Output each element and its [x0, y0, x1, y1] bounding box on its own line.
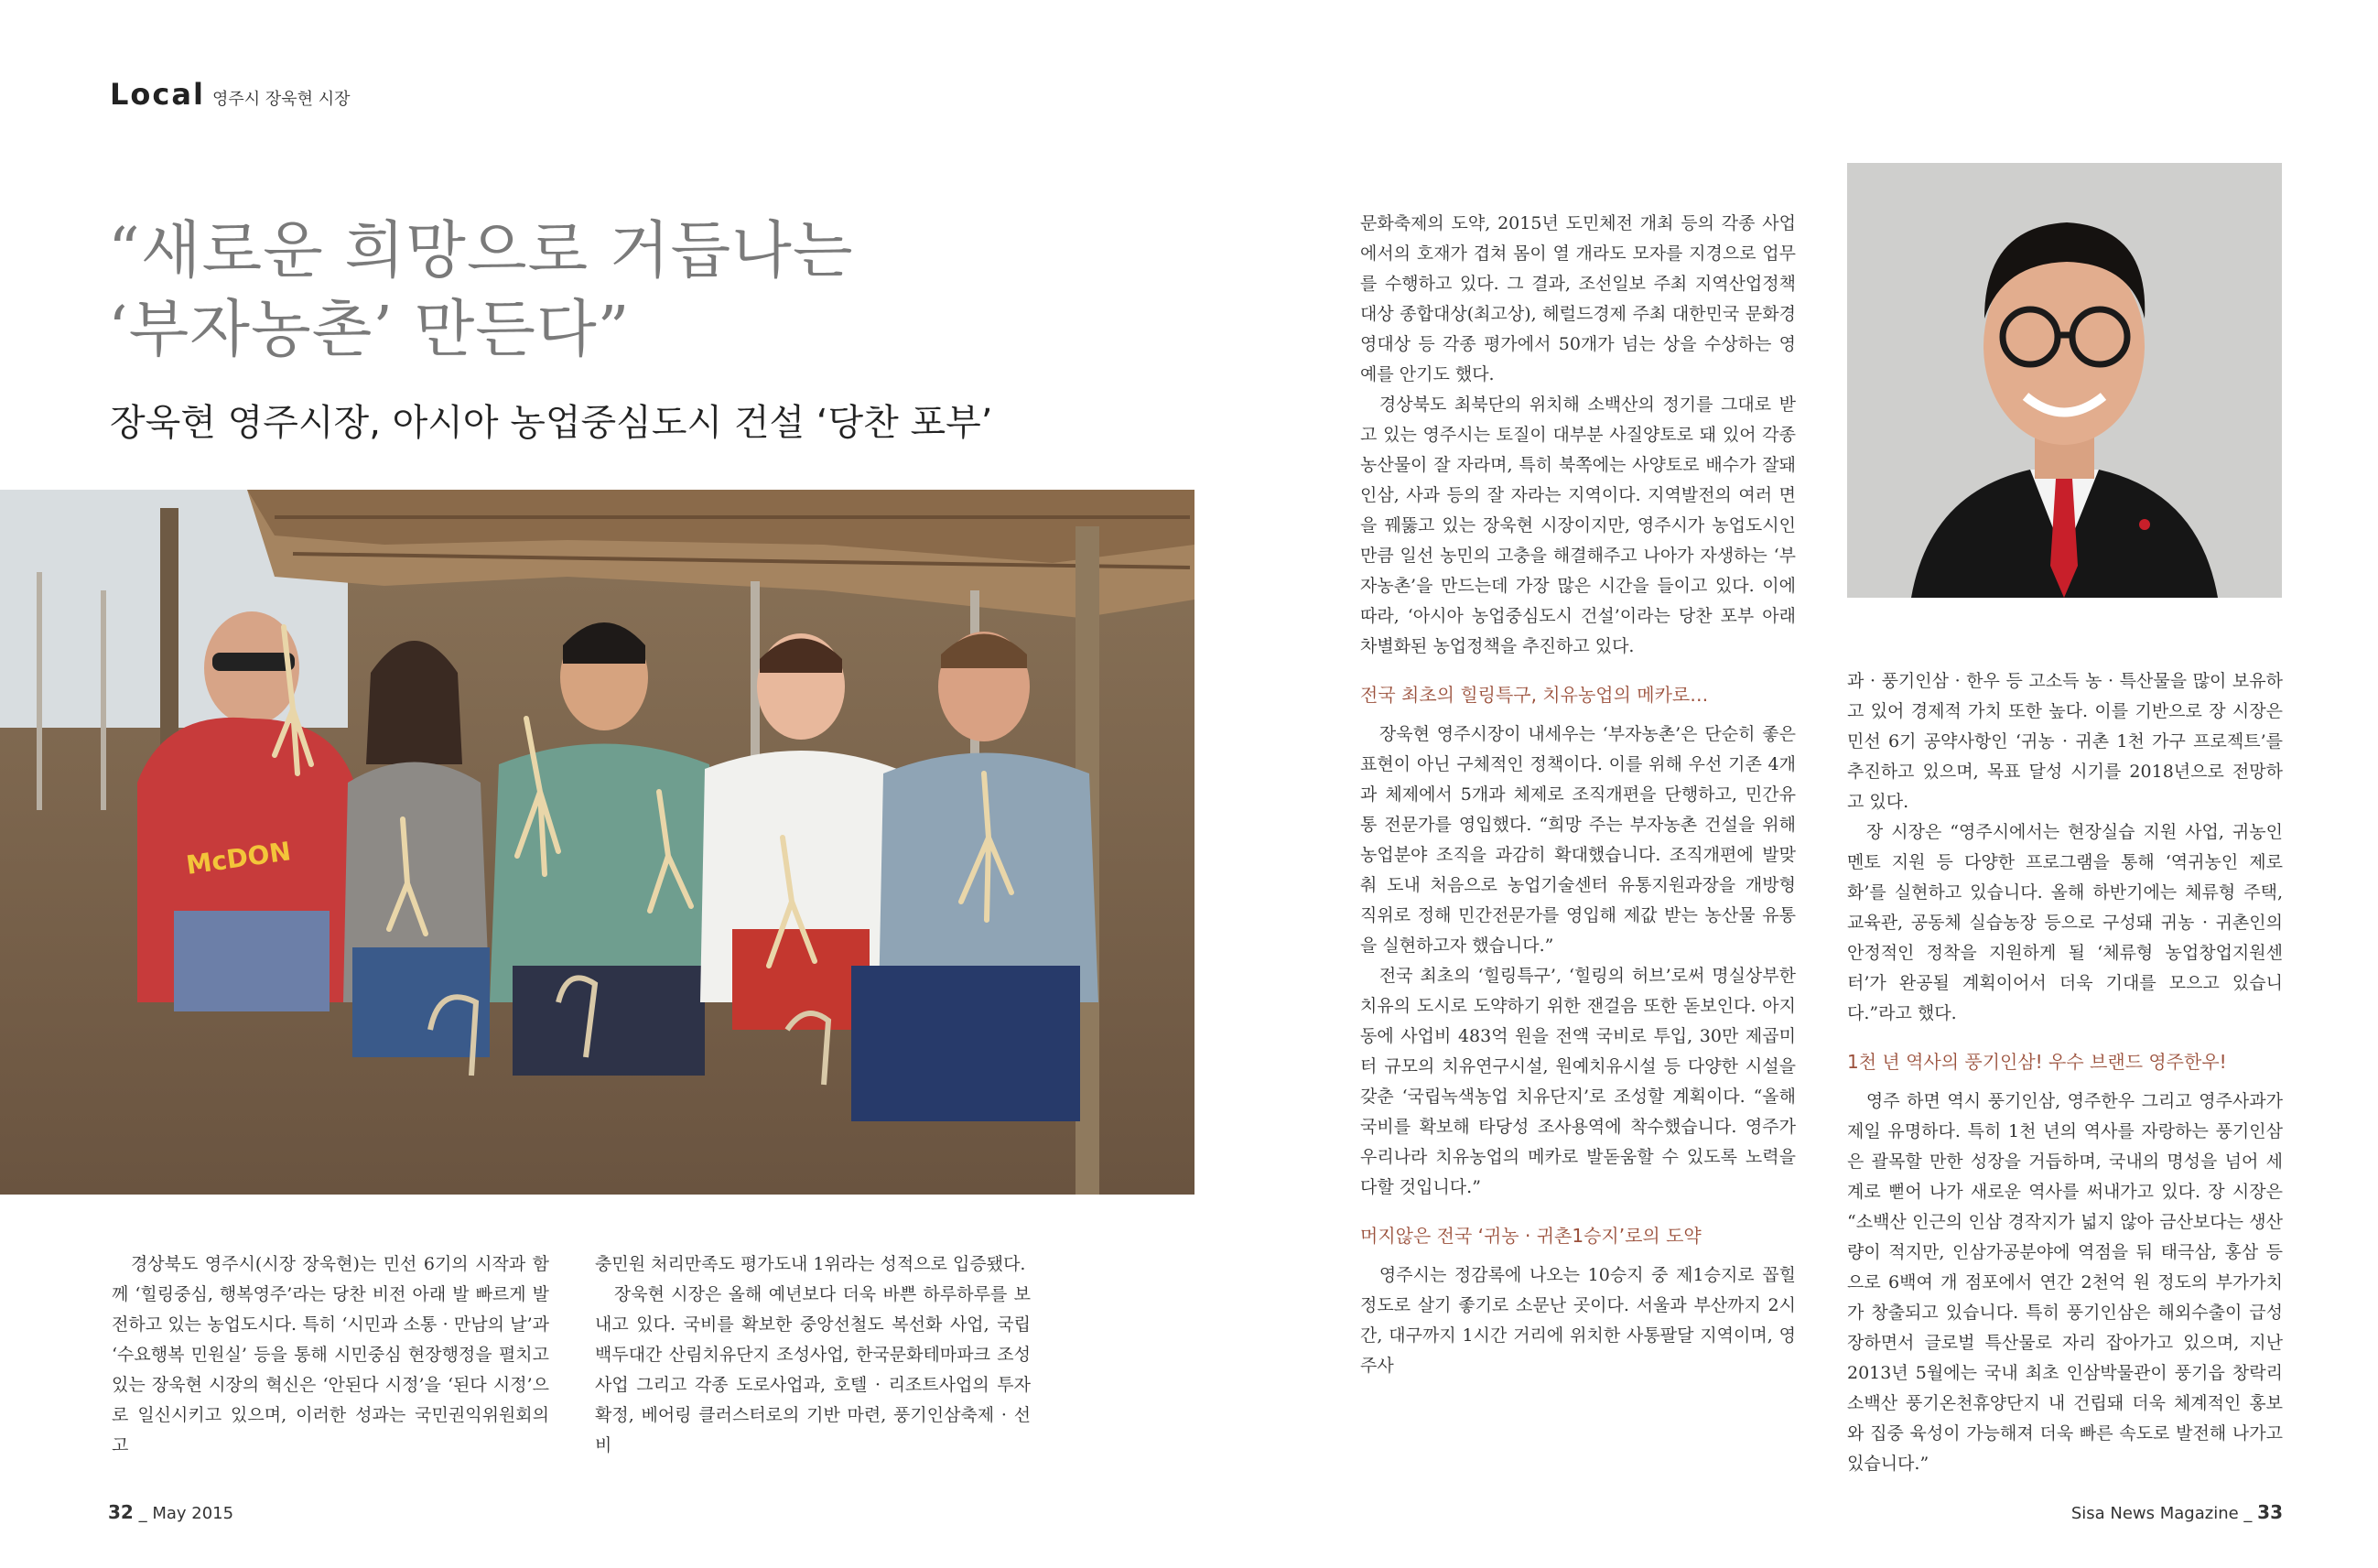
section-heading: 머지않은 전국 ‘귀농 · 귀촌1승지’로의 도약	[1360, 1225, 1702, 1247]
headline-line-2: ‘부자농촌’ 만든다”	[108, 294, 631, 366]
folio-separator: _	[2243, 1504, 2258, 1523]
section-label: Local	[110, 77, 205, 112]
paragraph: 경상북도 영주시(시장 장욱현)는 민선 6기의 시작과 함께 ‘힐링중심, 행복영주’라는 당찬 비전 아래 발 빠르게 발전하고 있는 농업도시다. 특히 ‘시민과 소통 · 만남의 날’과 ‘수요행복 민원실’ 등을 통해 시민중심 현장행정을 펼치고 있는 장욱현 시장의 혁신은 ‘안된다 시정’을 ‘된다 시정’으로 일신시키고 있으며, 이러한 성과는 국민권익위원회의 고	[112, 1254, 549, 1455]
article-column-3	[1360, 209, 1796, 1381]
paragraph: 과 · 풍기인삼 · 한우 등 고소득 농 · 특산물을 많이 보유하고 있어 경제적 가치 또한 높다. 이를 기반으로 장 시장은 민선 6기 공약사항인 ‘귀농 · 귀촌 1천 가구 프로젝트’를 추진하고 있으며, 목표 달성 시기를 2018년으로 전망하고 있다.	[1847, 671, 2283, 812]
headline	[108, 212, 950, 370]
paragraph: 장욱현 시장은 올해 예년보다 더욱 바쁜 하루하루를 보내고 있다. 국비를 확보한 중앙선철도 복선화 사업, 국립백두대간 산림치유단지 조성사업, 한국문화테마파크 조성사업 그리고 각종 도로사업과, 호텔 · 리조트사업의 투자 확정, 베어링 클러스터로의 기반 마련, 풍기인삼축제 · 선비	[595, 1284, 1031, 1455]
field-photo-icon	[0, 490, 1194, 1195]
section-heading: 전국 최초의 힐링특구, 치유농업의 메카로…	[1360, 684, 1709, 706]
paragraph: 충민원 처리만족도 평가도내 1위라는 성적으로 입증됐다.	[595, 1254, 1026, 1274]
paragraph: 장 시장은 “영주시에서는 현장실습 지원 사업, 귀농인 멘토 지원 등 다양한 프로그램을 통해 ‘역귀농인 제로화’를 실현하고 있습니다. 올해 하반기에는 체류형 주택, 교육관, 공동체 실습농장 등으로 구성돼 귀농 · 귀촌인의 안정적인 정착을 지원하게 될 ‘체류형 농업창업지원센터’가 완공될 계획이어서 더욱 기대를 모으고 있습니다.”라고 했다.	[1847, 822, 2283, 1023]
shirt-lettering: McDON	[184, 836, 293, 881]
article-column-4	[1847, 666, 2283, 1479]
issue-date: May 2015	[152, 1504, 234, 1523]
paragraph: 영주시는 정감록에 나오는 10승지 중 제1승지로 꼽힐 정도로 살기 좋기로 소문난 곳이다. 서울과 부산까지 2시간, 대구까지 1시간 거리에 위치한 사통팔달 지역이며, 영주사	[1360, 1265, 1796, 1376]
paragraph: 장욱현 영주시장이 내세우는 ‘부자농촌’은 단순히 좋은 표현이 아닌 구체적인 정책이다. 이를 위해 우선 기존 4개과 체제에서 5개과 체제로 조직개편을 단행하고, 민간유통 전문가를 영입했다. “희망 주는 부자농촌 건설을 위해 농업분야 조직을 과감히 확대했습니다. 조직개편에 발맞춰 도내 처음으로 농업기술센터 유통지원과장을 개방형 직위로 정해 민간전문가를 영입해 제값 받는 농산물 유통을 실현하고자 했습니다.”	[1360, 724, 1796, 956]
paragraph: 전국 최초의 ‘힐링특구’, ‘힐링의 허브’로써 명실상부한 치유의 도시로 도약하기 위한 잰걸음 또한 돋보인다. 아지동에 사업비 483억 원을 전액 국비로 투입, 30만 제곱미터 규모의 치유연구시설, 원예치유시설 등 다양한 시설을 갖춘 ‘국립녹색농업 치유단지’로 조성할 계획이다. “올해 국비를 확보해 타당성 조사용역에 착수했습니다. 영주가 우리나라 치유농업의 메카로 발돋움할 수 있도록 노력을 다할 것입니다.”	[1360, 966, 1796, 1197]
paragraph: 경상북도 최북단의 위치해 소백산의 정기를 그대로 받고 있는 영주시는 토질이 대부분 사질양토로 돼 있어 각종 농산물이 잘 자라며, 특히 북쪽에는 사양토로 배수가 잘돼 인삼, 사과 등의 잘 자라는 지역이다. 지역발전의 여러 면을 꿰뚫고 있는 장욱현 시장이지만, 영주시가 농업도시인 만큼 일선 농민의 고충을 해결해주고 나아가 자생하는 ‘부자농촌’을 만드는데 가장 많은 시간을 들이고 있다. 이에 따라, ‘아시아 농업중심도시 건설’이라는 당찬 포부 아래 차별화된 농업정책을 추진하고 있다.	[1360, 395, 1796, 656]
paragraph: 영주 하면 역시 풍기인삼, 영주한우 그리고 영주사과가 제일 유명하다. 특히 1천 년의 역사를 자랑하는 풍기인삼은 괄목할 만한 성장을 거듭하며, 국내의 명성을 넘어 세계로 뻗어 나가 새로운 역사를 써내가고 있다. 장 시장은 “소백산 인근의 인삼 경작지가 넓지 않아 금산보다는 생산량이 적지만, 인삼가공분야에 역점을 둬 태극삼, 홍삼 등으로 6백여 개 점포에서 연간 2천억 원 정도의 부가가치가 창출되고 있습니다. 특히 풍기인삼은 해외수출이 급성장하면서 글로벌 특산물로 자리 잡아가고 있으며, 지난 2013년 5월에는 국내 최초 인삼박물관이 풍기읍 창락리 소백산 풍기온천휴양단지 내 건립돼 더욱 체계적인 홍보와 집중 육성이 가능해져 더욱 빠른 속도로 발전해 나가고 있습니다.”	[1847, 1091, 2283, 1474]
headline-line-1: “새로운 희망으로 거듭나는	[108, 215, 854, 287]
folio-right	[2071, 1501, 2283, 1523]
paragraph: 문화축제의 도약, 2015년 도민체전 개최 등의 각종 사업에서의 호재가 겹쳐 몸이 열 개라도 모자를 지경으로 업무를 수행하고 있다. 그 결과, 조선일보 주최 지역산업정책대상 종합대상(최고상), 헤럴드경제 주최 대한민국 문화경영대상 등 각종 평가에서 50개가 넘는 상을 수상하는 영예를 안기도 했다.	[1360, 213, 1796, 384]
section-heading: 1천 년 역사의 풍기인삼! 우수 브랜드 영주한우!	[1847, 1051, 2227, 1073]
folio-separator: _	[138, 1504, 153, 1523]
folio-left	[108, 1501, 233, 1523]
article-column-2	[595, 1249, 1031, 1461]
article-column-1	[112, 1249, 549, 1461]
page-number: 32	[108, 1501, 134, 1523]
mayor-portrait-icon	[1847, 163, 2282, 598]
section-subtitle: 영주시 장욱현 시장	[212, 90, 351, 109]
magazine-name: Sisa News Magazine	[2070, 1504, 2239, 1523]
page-number: 33	[2257, 1501, 2283, 1523]
headline-subtitle: 장욱현 영주시장, 아시아 농업중심도시 건설 ‘당찬 포부’	[110, 402, 993, 444]
